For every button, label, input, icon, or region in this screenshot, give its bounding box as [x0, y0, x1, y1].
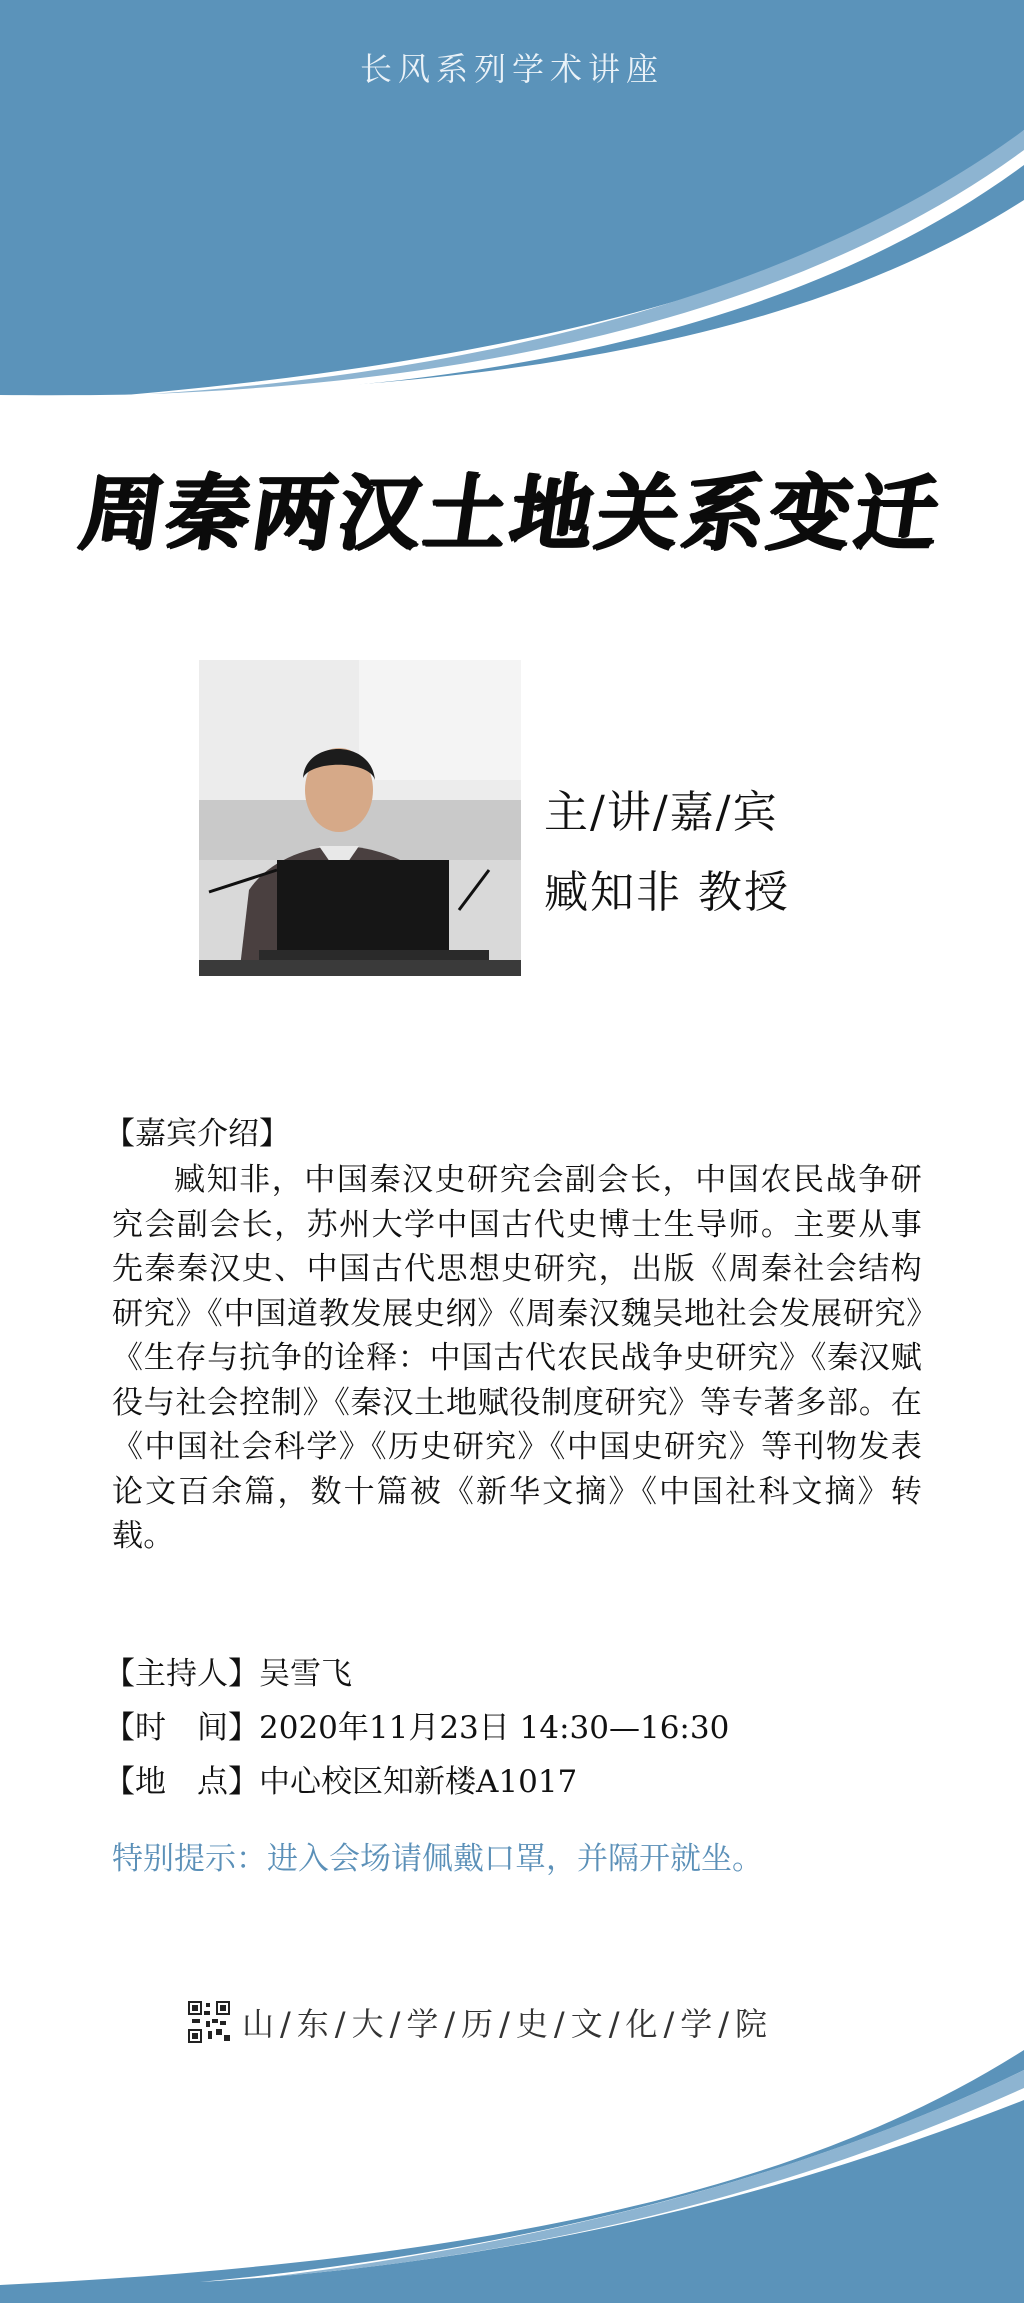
guest-name: 臧知非 教授 [544, 867, 790, 918]
bio-heading: 【嘉宾介绍】 [104, 1116, 290, 1152]
host-value: 吴雪飞 [259, 1656, 352, 1692]
host-row [104, 1648, 352, 1693]
place-value: 中心校区知新楼A1017 [259, 1764, 578, 1800]
speaker-photo [199, 660, 521, 976]
series-title: 长风系列学术讲座 [359, 50, 664, 88]
bio-text: 臧知非，中国秦汉史研究会副会长，中国农民战争研究会副会长，苏州大学中国古代史博士生导师。主要从事先秦秦汉史、中国古代思想史研究，出版《周秦社会结构研究》《中国道教发展史纲》《周秦汉魏吴地社会发展研究》《生存与抗争的诠释：中国古代农民战争史研究》《秦汉赋役与社会控制》《秦汉土地赋役制度研究》等专著多部。在《中国社会科学》《历史研究》《中国史研究》等刊物发表论文百余篇，数十篇被《新华文摘》《中国社科文摘》转载。 [112, 1162, 923, 1554]
qr-code-icon [188, 2001, 230, 2043]
special-notice: 特别提示：进入会场请佩戴口罩，并隔开就坐。 [112, 1841, 763, 1877]
place-row [104, 1756, 577, 1801]
footer [188, 2000, 773, 2044]
time-value: 2020年11月23日 14:30—16:30 [259, 1710, 730, 1746]
college-name: 山/东/大/学/历/史/文/化/学/院 [242, 2005, 774, 2043]
time-row [104, 1702, 729, 1747]
host-label: 【主持人】 [104, 1656, 259, 1692]
guest-role: 主/讲/嘉/宾 [544, 787, 779, 838]
bottom-wave-banner [0, 2010, 1024, 2303]
place-label: 【地 点】 [104, 1764, 259, 1800]
time-label: 【时 间】 [104, 1710, 259, 1746]
lecture-title: 周秦两汉土地关系变迁 [74, 465, 948, 561]
